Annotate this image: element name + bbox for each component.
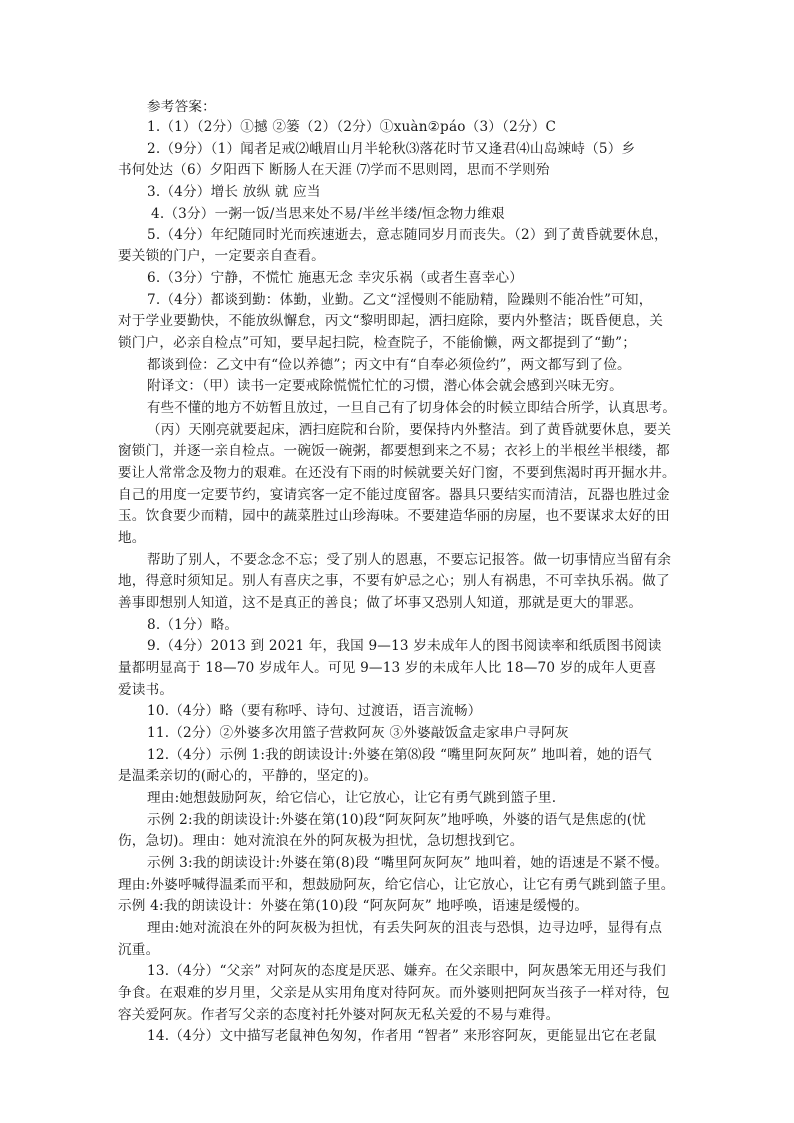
answer-line: 3.（4分）增长 放纵 就 应当 xyxy=(147,184,321,200)
answer-line: 6.（3分）宁静，不慌忙 施惠无念 幸灾乐祸（或者生喜幸心） xyxy=(147,270,524,286)
answer-line: 自己的用度一定要节约，宴请宾客一定不能过度留客。器具只要结实而清洁，瓦器也胜过金 xyxy=(118,487,670,503)
answer-line: 窗锁门，并逐一亲自检点。一碗饭一碗粥，都要想到来之不易；衣衫上的半根丝半根缕，都 xyxy=(118,443,670,459)
answer-line: 争食。在艰难的岁月里，父亲是从实用角度对待阿灰。而外婆则把阿灰当孩子一样对待，包 xyxy=(118,985,670,1001)
answer-line: 理由:外婆呼喊得温柔而平和，想鼓励阿灰，给它信心，让它放心，让它有勇气跳到篮子里。 xyxy=(118,877,675,893)
answer-line: 11.（2分）②外婆多次用篮子营救阿灰 ③外婆敲饭盒走家串户寻阿灰 xyxy=(147,725,569,741)
answer-line: （丙）天刚亮就要起床，洒扫庭院和台阶，要保持内外整洁。到了黄昏就要休息，要关 xyxy=(147,422,672,438)
answer-line: 附译文：（甲）读书一定要戒除慌慌忙忙的习惯，潜心体会就会感到兴味无穷。 xyxy=(147,378,623,394)
answer-line: 12.（4分）示例 1:我的朗读设计:外婆在第⑻段 “嘴里阿灰阿灰” 地叫着，她的语气 xyxy=(147,747,652,763)
answer-line: 10.（4分）略（要有称呼、诗句、过渡语，语言流畅） xyxy=(147,703,482,719)
answer-line: 要让人常常念及物力的艰难。在还没有下雨的时候就要关好门窗，不要到焦渴时再开掘水井。 xyxy=(118,465,676,481)
answer-line: 13.（4分）“父亲” 对阿灰的态度是厌恶、嫌弃。在父亲眼中，阿灰愚笨无用还与我们 xyxy=(147,963,666,979)
answer-line: 都谈到俭：乙文中有“俭以养德”；丙文中有“自奉必须俭约”，两文都写到了俭。 xyxy=(147,357,631,373)
answer-line: 帮助了别人，不要念念不忘；受了别人的恩惠，不要忘记报答。做一切事情应当留有余 xyxy=(147,552,672,568)
answer-line: 地。 xyxy=(118,530,146,546)
answer-line: 玉。饮食要少而精，园中的蔬菜胜过山珍海味。不要建造华丽的房屋，也不要谋求太好的田 xyxy=(118,508,670,524)
answer-line: 伤，急切)。理由：她对流浪在外的阿灰极为担忧，急切想找到它。 xyxy=(118,833,524,849)
answer-line: 对于学业要勤快，不能放纵懈怠，丙文“黎明即起，洒扫庭除，要内外整洁；既昏便息，关 xyxy=(118,313,664,329)
answer-line: 7.（4分）都谈到勤：体勤，业勤。乙文“淫慢则不能励精，险躁则不能冶性”可知， xyxy=(147,292,653,308)
answer-line: 5.（4分）年纪随同时光而疾速逝去，意志随同岁月而丧失。（2）到了黄昏就要休息， xyxy=(147,227,668,243)
answer-line: 2.（9分）（1）闻者足戒⑵峨眉山月半轮秋⑶落花时节又逢君⑷山岛竦峙（5）乡 xyxy=(147,141,636,157)
answer-line: 示例 4:我的朗读设计：外婆在第(10)段 “阿灰阿灰” 地呼唤，语速是缓慢的。 xyxy=(118,898,589,914)
answer-line: 9.（4分）2013 到 2021 年，我国 9—13 岁未成年人的图书阅读率和纸质图书阅读 xyxy=(147,638,662,654)
answer-line: 沉重。 xyxy=(118,942,160,958)
answer-line: 量都明显高于 18—70 岁成年人。可见 9—13 岁的未成年人比 18—70 岁的成年人更喜 xyxy=(118,660,657,676)
answer-line: 要关锁的门户，一定要亲自查看。 xyxy=(118,248,325,264)
answer-line: 善事即想别人知道，这不是真正的善良；做了坏事又恐别人知道，那就是更大的罪恶。 xyxy=(118,595,643,611)
answer-line: 示例 2:我的朗读设计:外婆在第(10)段“阿灰阿灰”地呼唤，外婆的语气是焦虑的(忧 xyxy=(147,812,647,828)
answer-line: 14.（4分）文中描写老鼠神色匆匆，作者用 “智者” 来形容阿灰，更能显出它在老鼠 xyxy=(147,1028,657,1044)
answer-line: 4.（3分）一粥一饭/当思来处不易/半丝半缕/恒念物力维艰 xyxy=(151,206,505,222)
answer-line: 是温柔亲切的(耐心的，平静的，坚定的)。 xyxy=(118,768,378,784)
answer-line: 理由:她想鼓励阿灰，给它信心，让它放心，让它有勇气跳到篮子里. xyxy=(147,790,557,806)
answer-line: 理由:她对流浪在外的阿灰极为担忧，有丢失阿灰的沮丧与恐惧，边寻边呼，显得有点 xyxy=(147,920,663,936)
answer-line: 书何处达（6）夕阳西下 断肠人在天涯 ⑺学而不思则罔，思而不学则殆 xyxy=(118,162,550,178)
answer-line: 8.（1分）略。 xyxy=(147,617,239,633)
answer-heading: 参考答案： xyxy=(147,99,216,115)
answer-line: 容关爱阿灰。作者写父亲的态度衬托外婆对阿灰无私关爱的不易与难得。 xyxy=(118,1007,560,1023)
answer-line: 锁门户，必亲自检点”可知，要早起扫院，检查院子，不能偷懒，两文都提到了“勤”； xyxy=(118,335,637,351)
answer-line: 有些不懂的地方不妨暂且放过，一旦自己有了切身体会的时候立即结合所学，认真思考。 xyxy=(147,400,676,416)
answer-line: 示例 3:我的朗读设计:外婆在第(8)段 “嘴里阿灰阿灰” 地叫着，她的语速是不紧不慢。 xyxy=(147,855,669,871)
answer-line: 地，得意时须知足。别人有喜庆之事，不要有妒忌之心；别人有祸患，不可幸执乐祸。做了 xyxy=(118,573,670,589)
answer-line: 爱读书。 xyxy=(118,682,174,698)
answer-line: 1.（1）（2分）①撼 ②篓（2）（2分）①xuàn②páo（3）（2分）C xyxy=(147,119,557,135)
